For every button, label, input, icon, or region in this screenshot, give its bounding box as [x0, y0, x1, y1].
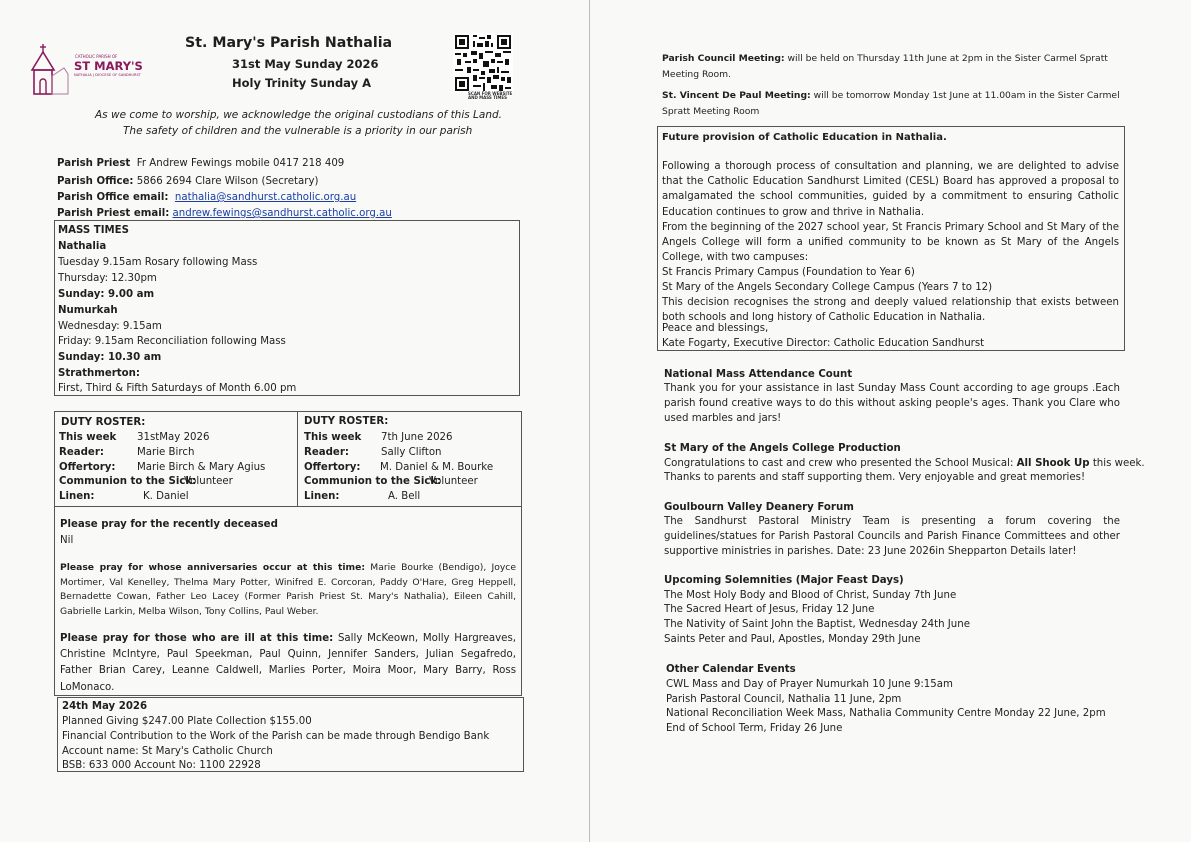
education-campus-2: St Mary of the Angels Secondary College Campus (Years 7 to 12) [662, 282, 993, 293]
parish-priest-row [57, 156, 344, 171]
priest-email-label: Parish Priest email: [57, 208, 170, 219]
education-signoff: Peace and blessings, [662, 323, 769, 334]
parish-office-row [57, 174, 318, 189]
ill-paragraph [60, 631, 516, 696]
calendar-event-3: National Reconciliation Week Mass, Nathalia Community Centre Monday 22 June, 2pm [666, 708, 1106, 719]
parish-office-value: 5866 2694 Clare Wilson (Secretary) [136, 176, 319, 187]
production-heading: St Mary of the Angels College Production [664, 443, 901, 454]
production-show-title: All Shook Up [1016, 458, 1090, 469]
duty-roster-this-week [54, 411, 298, 507]
parish-priest-value: Fr Andrew Fewings mobile 0417 218 409 [136, 158, 345, 169]
ill-heading: Please pray for those who are ill at this time: [60, 633, 334, 644]
production-line-1 [664, 456, 1145, 471]
parish-priest-label: Parish Priest [57, 158, 131, 169]
roster2-reader-label: Reader: [304, 447, 349, 458]
parish-logo [30, 42, 150, 96]
strathmerton-heading: Strathmerton: [58, 368, 140, 379]
roster2-communion-value: Volunteer [429, 476, 478, 487]
roster2-offertory-label: Offertory: [304, 462, 361, 473]
deceased-heading: Please pray for the recently deceased [60, 519, 278, 530]
production-line-2: Thanks to parents and staff supporting them. Very enjoyable and great memories! [664, 472, 1086, 483]
child-safety-statement: The safety of children and the vulnerable is a priority in our parish [123, 125, 473, 137]
roster2-heading: DUTY ROSTER: [304, 416, 389, 427]
page-fold-divider [589, 0, 590, 842]
roster2-linen-value: A. Bell [388, 491, 421, 502]
priest-email-row [57, 206, 392, 221]
council-meeting-room: Meeting Room. [662, 69, 732, 80]
church-icon [30, 42, 70, 96]
solemnity-4: Saints Peter and Paul, Apostles, Monday 29th June [664, 634, 921, 645]
roster2-reader-value: Sally Clifton [381, 447, 442, 458]
numurkah-wednesday: Wednesday: 9.15am [58, 321, 162, 332]
mass-count-text: Thank you for your assistance in last Sunday Mass Count according to age groups .Each parish found creative ways to do this without asking people's ages. Thank you Clare who used marbles and jars! [664, 383, 1120, 425]
council-meeting-label: Parish Council Meeting: [662, 53, 785, 64]
education-para-2: From the beginning of the 2027 school year, St Francis Primary School and St Mary of the Angels College will form a unified community to be known as St Mary of the Angels College, with two campuses: [662, 222, 1119, 264]
roster1-offertory-label: Offertory: [59, 462, 116, 473]
office-email-link[interactable]: nathalia@sandhurst.catholic.org.au [174, 192, 357, 203]
mass-times-heading: MASS TIMES [58, 225, 129, 236]
prayer-intentions-box [54, 506, 522, 696]
roster2-linen-label: Linen: [304, 491, 340, 502]
strathmerton-saturdays: First, Third & Fifth Saturdays of Month 6.00 pm [58, 383, 297, 394]
acknowledgement-of-country: As we come to worship, we acknowledge the original custodians of this Land. [95, 109, 503, 121]
nathalia-heading: Nathalia [58, 241, 107, 252]
catholic-education-box [657, 126, 1125, 351]
nathalia-thursday: Thursday: 12.30pm [58, 273, 157, 284]
roster1-week-label: This week [59, 432, 117, 443]
giving-date: 24th May 2026 [62, 701, 148, 712]
solemnities-heading: Upcoming Solemnities (Major Feast Days) [664, 575, 904, 586]
roster1-offertory-value: Marie Birch & Mary Agius [137, 462, 266, 473]
office-email-row [57, 190, 356, 205]
giving-account-number: BSB: 633 000 Account No: 1100 22928 [62, 760, 261, 771]
roster1-heading: DUTY ROSTER: [61, 417, 146, 428]
logo-name: ST MARY'S [74, 59, 143, 73]
bulletin-date: 31st May Sunday 2026 [232, 57, 379, 71]
roster1-week-value: 31stMay 2026 [137, 432, 210, 443]
roster1-reader-label: Reader: [59, 447, 104, 458]
qr-caption: SCAN FOR WEBSITE AND MASS TIMES [468, 91, 513, 100]
solemnity-2: The Sacred Heart of Jesus, Friday 12 June [664, 604, 875, 615]
anniversaries-paragraph [60, 561, 516, 619]
anniversaries-names: Marie Bourke (Bendigo), Joyce Mortimer, Val Kenelley, Thelma Mary Potter, Winifred E. Corcoran, Paddy O'Hare, Greg Heppell, Bernadette Cowan, Father Leo Lacey (Former Parish Priest St. Mary's Nathalia), Eileen Cahill, Gabrielle Larkin, Melba Wilson, Tony Collins, Paul Weber. [60, 562, 516, 617]
giving-amounts: Planned Giving $247.00 Plate Collection $155.00 [62, 716, 312, 727]
svdp-meeting-room: Spratt Meeting Room [662, 106, 760, 117]
forum-text: The Sandhurst Pastoral Ministry Team is presenting a forum covering the guidelines/statues for Parish Pastoral Councils and Parish Finance Committees and other supportive ministries in parishes. Date: 23 June 2026in Shepparton Details later! [664, 516, 1120, 558]
calendar-heading: Other Calendar Events [666, 664, 796, 675]
svdp-meeting-label: St. Vincent De Paul Meeting: [662, 90, 811, 101]
priest-email-link[interactable]: andrew.fewings@sandhurst.catholic.org.au [172, 208, 392, 219]
calendar-event-1: CWL Mass and Day of Prayer Numurkah 10 June 9:15am [666, 679, 953, 690]
numurkah-friday: Friday: 9.15am Reconciliation following Mass [58, 336, 286, 347]
council-meeting-line [662, 52, 1108, 67]
giving-contribution: Financial Contribution to the Work of the Parish can be made through Bendigo Bank [62, 731, 490, 742]
office-email-label: Parish Office email: [57, 192, 169, 203]
roster1-communion-value: Volunteer [184, 476, 233, 487]
education-campus-1: St Francis Primary Campus (Foundation to Year 6) [662, 267, 915, 278]
council-meeting-text: will be held on Thursday 11th June at 2pm in the Sister Carmel Spratt [787, 53, 1108, 64]
svdp-meeting-text: will be tomorrow Monday 1st June at 11.00am in the Sister Carmel [813, 90, 1120, 101]
giving-account-name: Account name: St Mary's Catholic Church [62, 746, 273, 757]
roster2-week-value: 7th June 2026 [381, 432, 453, 443]
roster2-week-label: This week [304, 432, 362, 443]
roster2-offertory-value: M. Daniel & M. Bourke [380, 462, 494, 473]
education-para-1: Following a thorough process of consultation and planning, we are delighted to advise that the Catholic Education Sandhurst Limited (CESL) Board has approved a proposal to amalgamated the school communities, guided by a commitment to ensuring Catholic Education continues to grow and thrive in Nathalia. [662, 161, 1119, 218]
education-signature: Kate Fogarty, Executive Director: Catholic Education Sandhurst [662, 338, 985, 349]
education-heading: Future provision of Catholic Education in Nathalia. [662, 132, 947, 143]
ill-names: Sally McKeown, Molly Hargreaves, Christine McIntyre, Paul Speekman, Paul Quinn, Jennifer Sanders, Julian Segafredo, Father Brian Carey, Leanne Caldwell, Marlies Porter, Moira Moor, Mary Barry, Ross LoMonaco. [60, 633, 516, 693]
deceased-value: Nil [60, 535, 74, 546]
duty-roster-next-week [297, 411, 522, 507]
logo-top-text: CATHOLIC PARISH OF [75, 54, 118, 59]
logo-subtitle: NATHALIA | DIOCESE OF SANDHURST [74, 73, 141, 77]
page-title: St. Mary's Parish Nathalia [185, 35, 393, 51]
production-text-1: Congratulations to cast and crew who presented the School Musical: [664, 458, 1014, 469]
roster1-linen-value: K. Daniel [143, 491, 189, 502]
nathalia-tuesday: Tuesday 9.15am Rosary following Mass [58, 257, 258, 268]
solemnity-1: The Most Holy Body and Blood of Christ, Sunday 7th June [664, 590, 957, 601]
qr-code [453, 33, 513, 93]
roster2-communion-label: Communion to the Sick: [304, 476, 442, 487]
nathalia-sunday: Sunday: 9.00 am [58, 289, 155, 300]
mass-count-heading: National Mass Attendance Count [664, 369, 853, 380]
feast-name: Holy Trinity Sunday A [232, 76, 371, 90]
production-text-2: this week. [1092, 458, 1145, 469]
anniversaries-heading: Please pray for whose anniversaries occur at this time: [60, 562, 365, 573]
mass-times-box [54, 220, 520, 396]
calendar-event-2: Parish Pastoral Council, Nathalia 11 June, 2pm [666, 694, 902, 705]
forum-heading: Goulbourn Valley Deanery Forum [664, 502, 854, 513]
solemnity-3: The Nativity of Saint John the Baptist, Wednesday 24th June [664, 619, 970, 630]
svdp-meeting-line [662, 89, 1120, 104]
calendar-event-4: End of School Term, Friday 26 June [666, 723, 843, 734]
giving-box [57, 697, 524, 772]
parish-office-label: Parish Office: [57, 176, 134, 187]
education-para-3: This decision recognises the strong and deeply valued relationship that exists between both schools and long history of Catholic Education in Nathalia. [662, 297, 1119, 324]
roster1-linen-label: Linen: [59, 491, 95, 502]
numurkah-heading: Numurkah [58, 305, 118, 316]
numurkah-sunday: Sunday: 10.30 am [58, 352, 162, 363]
roster1-communion-label: Communion to the Sick: [59, 476, 197, 487]
roster1-reader-value: Marie Birch [137, 447, 195, 458]
